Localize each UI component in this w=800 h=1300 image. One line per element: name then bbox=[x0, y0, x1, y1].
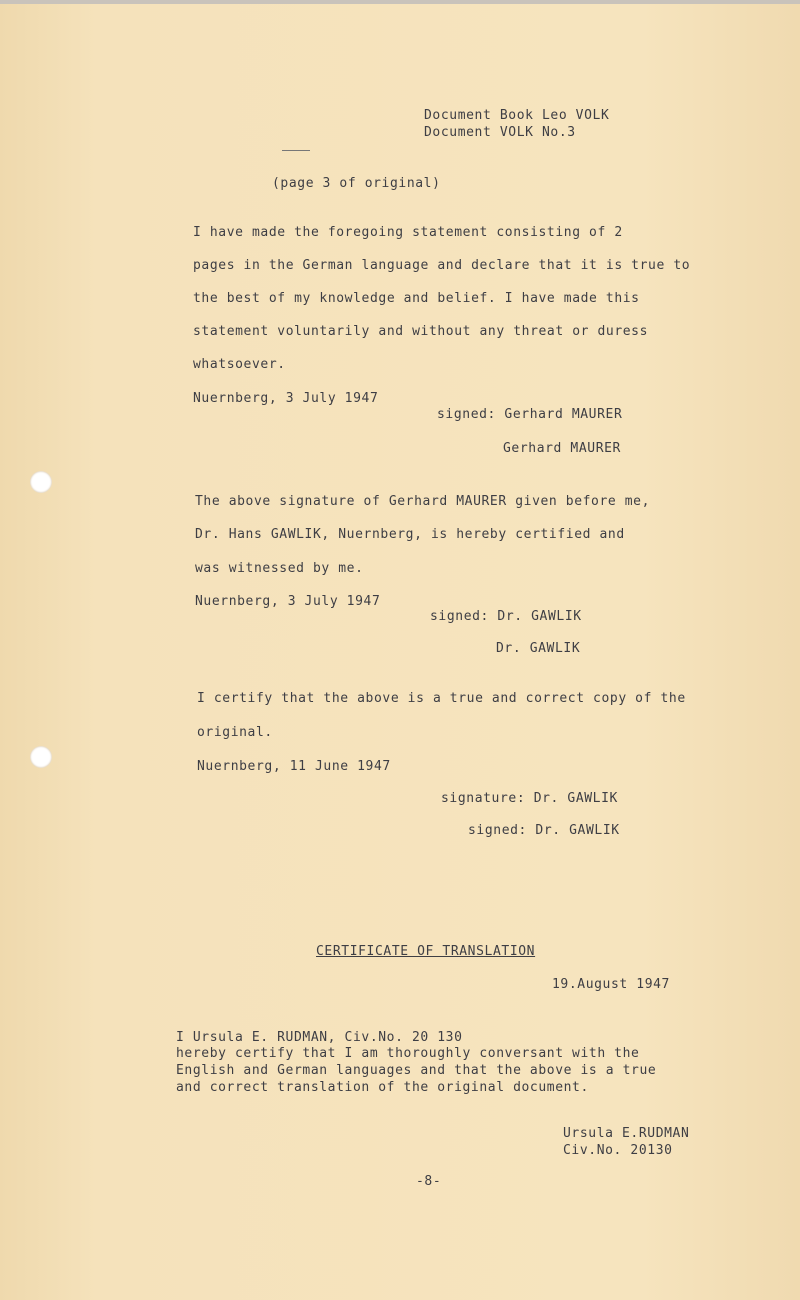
header-document-book: Document Book Leo VOLK bbox=[424, 108, 610, 123]
copy-cert-line: original. bbox=[197, 725, 273, 740]
statement-line: pages in the German language and declare that it is true to bbox=[193, 258, 691, 273]
punch-hole bbox=[30, 471, 52, 493]
translator-civ-number: Civ.No. 20130 bbox=[563, 1143, 673, 1158]
page-number: -8- bbox=[416, 1174, 442, 1189]
witness-place-date: Nuernberg, 3 July 1947 bbox=[195, 594, 381, 609]
statement-line: statement voluntarily and without any threat or duress bbox=[193, 324, 649, 339]
scan-top-edge bbox=[0, 0, 800, 4]
translation-line: I Ursula E. RUDMAN, Civ.No. 20 130 bbox=[176, 1030, 463, 1045]
witness-signed-line: signed: Dr. GAWLIK bbox=[430, 609, 582, 624]
statement-line: I have made the foregoing statement consisting of 2 bbox=[193, 225, 623, 240]
translation-certificate-title: CERTIFICATE OF TRANSLATION bbox=[316, 944, 536, 959]
copy-cert-place-date: Nuernberg, 11 June 1947 bbox=[197, 759, 391, 774]
stray-mark bbox=[282, 150, 310, 151]
statement-place-date: Nuernberg, 3 July 1947 bbox=[193, 391, 379, 406]
copy-cert-line: I certify that the above is a true and correct copy of the bbox=[197, 691, 686, 706]
copy-cert-signed-line: signed: Dr. GAWLIK bbox=[468, 823, 620, 838]
translation-line: hereby certify that I am thoroughly conversant with the bbox=[176, 1046, 640, 1061]
statement-line: the best of my knowledge and belief. I have made this bbox=[193, 291, 640, 306]
translation-line: English and German languages and that the above is a true bbox=[176, 1063, 657, 1078]
header-document-number: Document VOLK No.3 bbox=[424, 125, 576, 140]
punch-hole bbox=[30, 746, 52, 768]
witness-line: was witnessed by me. bbox=[195, 561, 364, 576]
translator-name: Ursula E.RUDMAN bbox=[563, 1126, 690, 1141]
witness-line: The above signature of Gerhard MAURER given before me, bbox=[195, 494, 651, 509]
page-note: (page 3 of original) bbox=[272, 176, 441, 191]
statement-signature: Gerhard MAURER bbox=[503, 441, 621, 456]
translation-line: and correct translation of the original document. bbox=[176, 1080, 589, 1095]
translation-date: 19.August 1947 bbox=[552, 977, 670, 992]
witness-line: Dr. Hans GAWLIK, Nuernberg, is hereby certified and bbox=[195, 527, 625, 542]
statement-line: whatsoever. bbox=[193, 357, 286, 372]
statement-signed-line: signed: Gerhard MAURER bbox=[437, 407, 623, 422]
witness-signature: Dr. GAWLIK bbox=[496, 641, 581, 656]
copy-cert-signature-line: signature: Dr. GAWLIK bbox=[441, 791, 618, 806]
